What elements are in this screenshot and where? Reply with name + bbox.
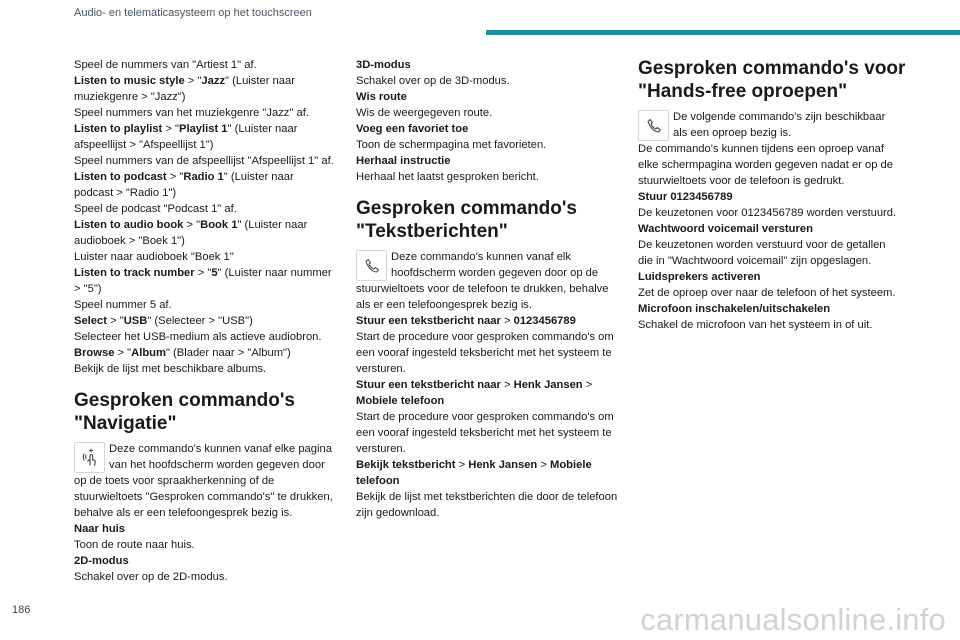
text-line: een vooraf ingesteld teksbericht met het systeem te: [356, 427, 612, 439]
section-heading: Gesproken commando's "Navigatie": [74, 390, 295, 434]
text-line: Start de procedure voor gesproken commando's om: [356, 411, 614, 423]
text-line: stuurwieltoets voor de telefoon is gedrukt.: [638, 175, 845, 187]
text-line: Speel nummer 5 af.: [74, 299, 172, 311]
section-heading: Gesproken commando's voor "Hands-free oproepen": [638, 58, 906, 102]
icon-note-line: van het hoofdscherm worden gegeven door: [109, 459, 325, 471]
icon-note-line: De volgende commando's zijn beschikbaar: [673, 111, 886, 123]
text-line: Schakel de microfoon van het systeem in of uit.: [638, 319, 873, 331]
text-line: 2D-modus: [74, 555, 129, 567]
text-line: Speel nummers van het muziekgenre "Jazz" af.: [74, 107, 309, 119]
text-line: > "5"): [74, 283, 102, 295]
icon-note-line: Deze commando's kunnen vanaf elk: [391, 251, 571, 263]
text-line: De keuzetonen worden verstuurd voor de getallen: [638, 239, 886, 251]
text-line: stuurwieltoets "Gesproken commando's" te drukken,: [74, 491, 333, 503]
column-2: [356, 57, 626, 521]
text-line: Herhaal het laatst gesproken bericht.: [356, 171, 539, 183]
text-line: Schakel over op de 3D-modus.: [356, 75, 510, 87]
running-header: Audio- en telematicasysteem op het touchscreen: [74, 7, 312, 19]
text-line: Wachtwoord voicemail versturen: [638, 223, 813, 235]
voice-command-icon: [74, 442, 105, 473]
text-line: Listen to podcast > "Radio 1" (Luister naar: [74, 171, 294, 183]
section-heading: Gesproken commando's "Tekstberichten": [356, 198, 577, 242]
text-line: Toon de schermpagina met favorieten.: [356, 139, 547, 151]
icon-note-line: hoofdscherm worden gegeven door op de: [391, 267, 599, 279]
column-3: [638, 57, 908, 333]
watermark: carmanualsonline.info: [640, 602, 946, 637]
text-line: Select > "USB" (Selecteer > "USB"): [74, 315, 253, 327]
text-line: een vooraf ingesteld teksbericht met het systeem te: [356, 347, 612, 359]
text-line: telefoon: [356, 475, 400, 487]
text-line: die in "Wachtwoord voicemail" zijn opgeslagen.: [638, 255, 872, 267]
text-line: Bekijk tekstbericht > Henk Jansen > Mobiele: [356, 459, 592, 471]
icon-note-line: Deze commando's kunnen vanaf elke pagina: [109, 443, 332, 455]
text-line: audioboek > "Boek 1"): [74, 235, 185, 247]
text-line: Schakel over op de 2D-modus.: [74, 571, 228, 583]
text-line: Wis de weergegeven route.: [356, 107, 493, 119]
text-line: muziekgenre > "Jazz"): [74, 91, 186, 103]
icon-note-line: als een oproep bezig is.: [673, 127, 792, 139]
text-line: Listen to music style > "Jazz" (Luister naar: [74, 75, 295, 87]
text-line: Zet de oproep over naar de telefoon of het systeem.: [638, 287, 896, 299]
text-line: podcast > "Radio 1"): [74, 187, 177, 199]
text-line: Bekijk de lijst met tekstberichten die door de telefoon: [356, 491, 618, 503]
page-number: 186: [12, 604, 31, 616]
text-line: afspeellijst > "Afspeellijst 1"): [74, 139, 214, 151]
text-line: 3D-modus: [356, 59, 411, 71]
text-line: Toon de route naar huis.: [74, 539, 195, 551]
text-line: Listen to audio book > "Book 1" (Luister naar: [74, 219, 308, 231]
text-line: Speel de nummers van "Artiest 1" af.: [74, 59, 257, 71]
column-1: [74, 57, 344, 585]
text-line: op de toets voor spraakherkenning of de: [74, 475, 275, 487]
text-line: De commando's kunnen tijdens een oproep vanaf: [638, 143, 884, 155]
text-line: Browse > "Album" (Blader naar > "Album"): [74, 347, 291, 359]
text-line: Listen to playlist > "Playlist 1" (Luister naar: [74, 123, 298, 135]
text-line: Mobiele telefoon: [356, 395, 445, 407]
text-line: Listen to track number > "5" (Luister naar nummer: [74, 267, 332, 279]
text-line: versturen.: [356, 363, 406, 375]
text-line: zijn gedownload.: [356, 507, 440, 519]
text-line: Stuur een tekstbericht naar > 0123456789: [356, 315, 576, 327]
text-line: versturen.: [356, 443, 406, 455]
text-line: Stuur een tekstbericht naar > Henk Jansen >: [356, 379, 593, 391]
text-line: elke schermpagina worden gegeven nadat er op de: [638, 159, 894, 171]
phone-icon: [356, 250, 387, 281]
text-line: Speel de podcast "Podcast 1" af.: [74, 203, 237, 215]
text-line: Stuur 0123456789: [638, 191, 733, 203]
phone-icon: [638, 110, 669, 141]
text-line: Speel nummers van de afspeellijst "Afspeellijst 1" af.: [74, 155, 334, 167]
text-line: Bekijk de lijst met beschikbare albums.: [74, 363, 267, 375]
text-line: Wis route: [356, 91, 407, 103]
text-line: Naar huis: [74, 523, 125, 535]
text-line: als er een telefoongesprek bezig is.: [356, 299, 533, 311]
text-line: Herhaal instructie: [356, 155, 451, 167]
text-line: Luidsprekers activeren: [638, 271, 761, 283]
text-line: Voeg een favoriet toe: [356, 123, 469, 135]
text-line: behalve als er een telefoongesprek bezig is.: [74, 507, 293, 519]
text-line: Start de procedure voor gesproken commando's om: [356, 331, 614, 343]
text-line: Microfoon inschakelen/uitschakelen: [638, 303, 831, 315]
text-line: Selecteer het USB-medium als actieve audiobron.: [74, 331, 322, 343]
text-line: De keuzetonen voor 0123456789 worden verstuurd.: [638, 207, 897, 219]
header-accent-bar: [486, 30, 960, 35]
text-line: stuurwieltoets voor de telefoon te drukken, behalve: [356, 283, 609, 295]
text-line: Luister naar audioboek "Boek 1": [74, 251, 234, 263]
